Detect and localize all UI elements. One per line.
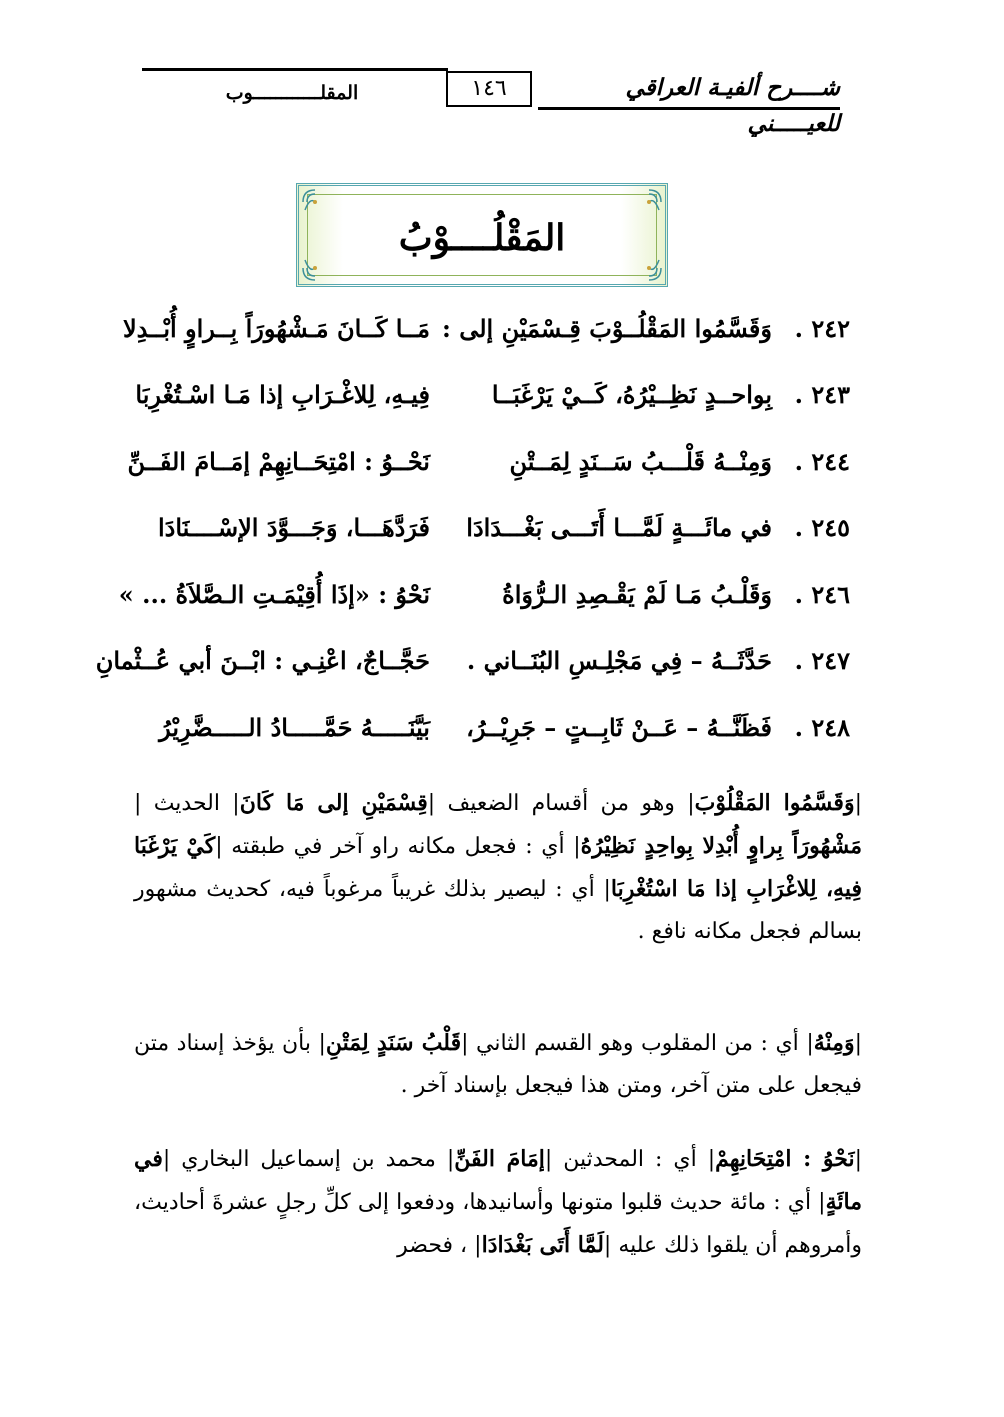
verse-second-hemistich: بَيَّنَـــــهُ حَمَّـــــادُ الـــــضَّرِيْرُ [159, 713, 430, 742]
verse-first-hemistich: وَقَسَّمُوا المَقْلُــوْبَ قِـسْمَيْنِ إلى : [442, 314, 772, 343]
quoted-verse-text: لَمَّا أَتَى بَغْدَادَا [481, 1232, 604, 1258]
quoted-verse-text: قَلْبُ سَنَدٍ لِمَتْنِ [325, 1030, 462, 1056]
verse-line [120, 442, 850, 482]
verse-line [120, 508, 850, 548]
verse-second-hemistich: حَجَّــاجٌ، اعْنِـي : ابْــنَ أبي عُــثْمانِ [95, 646, 430, 675]
chapter-title: المَقْلُــــوْبُ [398, 217, 566, 259]
verse-first-hemistich: بِواحــدٍ نَظِــيْرُهُ، كَــيْ يَرْغَبَــا [491, 380, 772, 409]
corner-ornament-icon [301, 188, 329, 216]
verse-second-hemistich: فَرَدَّهَـــا، وَجَـــوَّدَ الإسْــــنَادَا [157, 513, 430, 542]
corner-ornament-icon [635, 188, 663, 216]
explanation-text: أي : مائة حديث قلبوا متونها وأسانيدها، ودفعوا إلى كلِّ رجلٍ عشرةَ أحاديث، وأمروهم أن يلقوا ذلك عليه [134, 1190, 862, 1258]
verse-second-hemistich: مَــا كَــانَ مَـشْهُورَاً بِــراوٍ أُبْــدِلا [122, 314, 430, 343]
verse-line [120, 375, 850, 415]
verse-number: ٢٤٥ . [794, 513, 850, 542]
verse-line [120, 708, 850, 748]
verse-first-hemistich: وَقَلْـبُ مَـا لَمْ يَقْـصِدِ الـرُّوَاةُ [502, 580, 772, 609]
verse-number: ٢٤٣ . [794, 380, 850, 409]
verse-line [120, 309, 850, 349]
verse-second-hemistich: نَحْوُ : «إذَا أُقِيْمَـتِ الـصَّلاَةُ ... » [118, 580, 430, 609]
book-title: شــــرح ألفيـة العراقي للعيـــــني [625, 74, 840, 137]
explanation-text: أي : المحدثين [552, 1147, 708, 1172]
verse-number: ٢٤٨ . [794, 713, 850, 742]
quoted-verse-text: نَحْوُ : امْتِحَانِهِمْ [715, 1146, 855, 1172]
commentary-paragraph: |وَمِنْهُ| أي : من المقلوب وهو القسم الثاني |قَلْبُ سَنَدٍ لِمَتْنِ| بأن يؤخذ إسناد متن فيجعل على متن آخر، ومتن هذا فيجعل بإسناد آخر . [134, 1030, 862, 1098]
commentary-paragraph: |وَقَسَّمُوا المَقْلُوْبَ| وهو من أقسام الضعيف |قِسْمَيْنِ إلى مَا كَانَ| الحديث |مَشْهُورَاً بِراوٍ أُبْدِلا بِواحِدٍ نَظِيْرُهُ| أي : فجعل مكانه راو آخر في طبقته |كَيْ يَرْغَبَا فِيهِ، لِلاغْرَابِ إذا مَا اسْتُغْرِبَا| أي : ليصير بذلك غريباً مرغوباً فيه، كحديث مشهور بسالم فجعل مكانه نافع . [134, 790, 863, 944]
chapter-name: المقلــــــــــــوب [225, 82, 359, 104]
page-number: ١٤٦ [446, 71, 532, 107]
quoted-verse-text: قِسْمَيْنِ إلى مَا كَانَ [239, 790, 428, 816]
chapter-title-frame [296, 183, 668, 287]
explanation-text: وهو من أقسام الضعيف [435, 791, 688, 816]
verse-line [120, 575, 850, 615]
verse-second-hemistich: فِيـهِ، لِلاغْـرَابِ إذا مَـا اسْـتُغْرِبَا [135, 380, 430, 409]
verse-first-hemistich: فَظَنَّــهُ – عَــنْ ثَابِــتٍ – جَرِيْــرُ، [466, 713, 772, 742]
explanation-text: الحديث [141, 791, 233, 816]
verse-first-hemistich: في مائَـــةٍ لَمَّـــا أَتَـــى بَغْـــدَادَا [466, 513, 772, 542]
quoted-verse-text: وَقَسَّمُوا المَقْلُوْبَ [694, 790, 855, 816]
header-rule-top [142, 68, 448, 71]
explanation-text: ، فحضر [397, 1233, 475, 1258]
verse-number: ٢٤٢ . [794, 314, 850, 343]
quoted-verse-text: في مائَةٍ [134, 1146, 862, 1215]
quoted-verse-text: إمَامَ الفَنِّ [454, 1146, 545, 1172]
explanation-text: أي : ليصير بذلك غريباً مرغوباً فيه، كحديث مشهور بسالم فجعل مكانه نافع . [134, 877, 862, 944]
verse-first-hemistich: وَمِنْــهُ قَلْـــبُ سَــنَدٍ لِمَــتْنِ [509, 447, 772, 476]
verse-first-hemistich: حَدَّثَــهُ – فِي مَجْلِـسِ البُنَــاني . [466, 646, 772, 675]
commentary-paragraph: |نَحْوُ : امْتِحَانِهِمْ| أي : المحدثين |إمَامَ الفَنِّ| محمد بن إسماعيل البخاري |في مائَةٍ| أي : مائة حديث قلبوا متونها وأسانيدها، ودفعوا إلى كلِّ رجلٍ عشرةَ أحاديث، وأمروهم أن يلقوا ذلك عليه |لَمَّا أَتَى بَغْدَادَا| ، فحضر [134, 1146, 862, 1258]
quoted-verse-text: كَيْ يَرْغَبَا فِيهِ، لِلاغْرَابِ إذا مَا اسْتُغْرِبَا [134, 833, 862, 902]
explanation-text: أي : فجعل مكانه راو آخر في طبقته [222, 834, 574, 859]
quoted-verse-text: وَمِنْهُ [813, 1030, 855, 1056]
explanation-text: أي : من المقلوب وهو القسم الثاني [468, 1031, 807, 1056]
verse-number: ٢٤٦ . [794, 580, 850, 609]
verse-second-hemistich: نَحْــوُ : امْتِحَــانِهِمْ إمَــامَ الفَــنِّ [127, 447, 430, 476]
verse-line [95, 641, 850, 681]
quoted-verse-text: مَشْهُورَاً بِراوٍ أُبْدِلا بِواحِدٍ نَظِيْرُهُ [580, 833, 863, 859]
verse-number: ٢٤٧ . [794, 646, 850, 675]
explanation-text: بأن يؤخذ إسناد متن فيجعل على متن آخر، ومتن هذا فيجعل بإسناد آخر . [134, 1031, 862, 1098]
verse-number: ٢٤٤ . [794, 447, 850, 476]
explanation-text: محمد بن إسماعيل البخاري [170, 1147, 447, 1172]
